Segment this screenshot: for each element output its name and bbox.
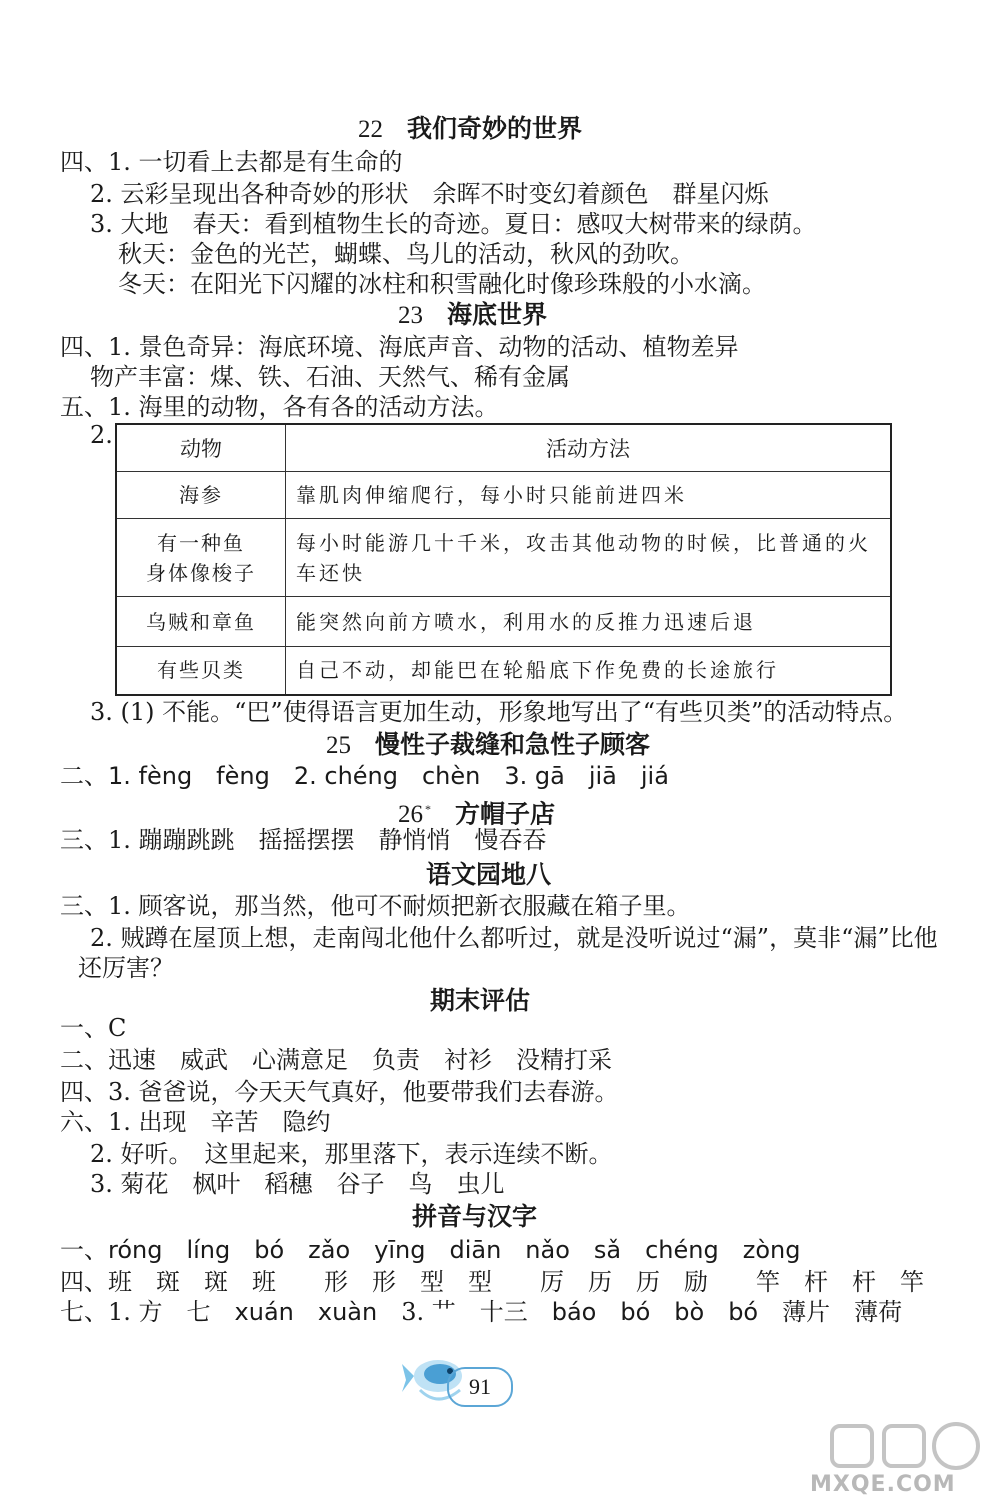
s23-line-5: 3. (1) 不能。“巴”使得语言更加生动，形象地写出了“有些贝类”的活动特点。 [90,698,908,726]
s22-line-1: 四、1. 一切看上去都是有生命的 [60,148,403,176]
table-header-method: 活动方法 [286,424,892,472]
final-line-4: 六、1. 出现 辛苦 隐约 [60,1108,331,1136]
section-23-title: 23 海底世界 [398,300,548,329]
section-22-title: 22 我们奇妙的世界 [358,114,583,143]
pinyin-title: 拼音与汉字 [412,1202,538,1231]
table-cell-animal: 有些贝类 [116,647,286,695]
s25-line-1: 二、1. fèng fèng 2. chéng chèn 3. gā jiā jiá [60,762,669,790]
s22-line-5: 冬天：在阳光下闪耀的冰柱和积雪融化时像珍珠般的小水滴。 [118,270,766,298]
final-line-5: 2. 好听。 这里起来，那里落下，表示连续不断。 [90,1140,613,1168]
garden-line-1: 三、1. 顾客说，那当然，他可不耐烦把新衣服藏在箱子里。 [60,892,691,920]
s23-line-3: 五、1. 海里的动物，各有各的活动方法。 [60,393,499,421]
table-row [116,519,891,597]
table-header-animal: 动物 [116,424,286,472]
s26-line-1: 三、1. 蹦蹦跳跳 摇摇摆摆 静悄悄 慢吞吞 [60,826,547,854]
s22-line-3: 3. 大地 春天：看到植物生长的奇迹。夏日：感叹大树带来的绿荫。 [90,210,817,238]
table-row [116,647,891,695]
watermark-text: MXQE.COM [810,1472,956,1497]
pinyin-line-3: 七、1. 方 七 xuán xuàn 3. 艹 十三 báo bó bò bó 薄片 薄荷 [60,1298,903,1326]
garden-title: 语文园地八 [426,860,552,889]
watermark-logo-icon [826,1420,986,1476]
table-row [116,472,891,519]
section-25-title: 25 慢性子裁缝和急性子顾客 [326,730,651,759]
table-cell-animal: 乌贼和章鱼 [116,597,286,647]
garden-line-3: 还厉害？ [78,954,174,982]
final-line-3: 四、3. 爸爸说，今天天气真好，他要带我们去春游。 [60,1078,619,1106]
table-cell-method: 能突然向前方喷水，利用水的反推力迅速后退 [286,597,892,647]
s23-line-4: 2. [90,421,113,449]
table-cell-method: 靠肌肉伸缩爬行，每小时只能前进四米 [286,472,892,519]
s22-line-2: 2. 云彩呈现出各种奇妙的形状 余晖不时变幻着颜色 群星闪烁 [90,180,769,208]
s22-line-4: 秋天：金色的光芒，蝴蝶、鸟儿的活动，秋风的劲吹。 [118,240,694,268]
garden-line-2: 2. 贼蹲在屋顶上想，走南闯北他什么都听过，就是没听说过“漏”，莫非“漏”比他 [90,924,938,952]
animal-activity-table [115,423,892,696]
table-cell-method: 每小时能游几十千米，攻击其他动物的时候，比普通的火车还快 [286,519,892,597]
page-number: 91 [447,1367,513,1407]
table-cell-method: 自己不动，却能巴在轮船底下作免费的长途旅行 [286,647,892,695]
table-cell-animal: 有一种鱼 身体像梭子 [116,519,286,597]
table-header-row [116,424,891,472]
pinyin-line-1: 一、róng líng bó zǎo yīng diān nǎo sǎ chéng zòng [60,1236,801,1264]
final-line-6: 3. 菊花 枫叶 稻穗 谷子 鸟 虫儿 [90,1170,505,1198]
final-title: 期末评估 [430,986,531,1015]
table-cell-animal: 海参 [116,472,286,519]
s23-line-1: 四、1. 景色奇异：海底环境、海底声音、动物的活动、植物差异 [60,333,739,361]
final-line-2: 二、迅速 威武 心满意足 负责 衬衫 没精打采 [60,1046,612,1074]
final-line-1: 一、C [60,1014,127,1042]
pinyin-line-2: 四、班 斑 斑 班 形 形 型 型 厉 历 历 励 竿 杆 杆 竿 [60,1268,924,1296]
table-row [116,597,891,647]
s23-line-2: 物产丰富：煤、铁、石油、天然气、稀有金属 [90,363,570,391]
section-26-title: 26 * 方帽子店 [398,799,556,829]
